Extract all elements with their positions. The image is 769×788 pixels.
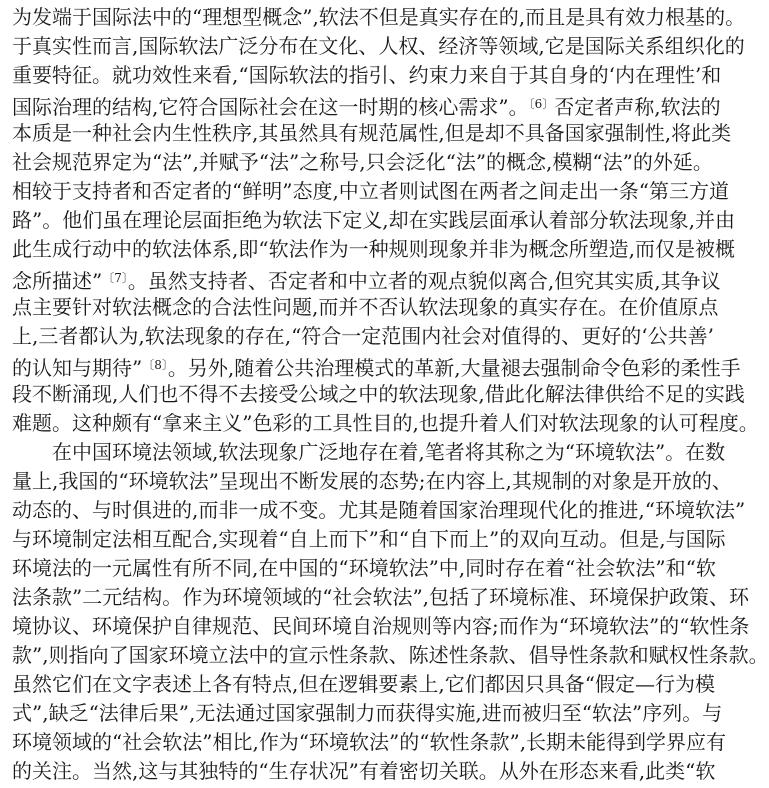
line-text: 路”。他们虽在理论层面拒绝为软法下定义,却在实践层面承认着部分软法现象,并由 bbox=[12, 208, 735, 232]
line-text-continued: 。虽然支持者、否定者和中立者的观点貌似离合,但究其实质,其争议 bbox=[127, 269, 721, 293]
paragraph bbox=[12, 3, 759, 438]
text-line bbox=[12, 554, 716, 583]
line-text: 相较于支持者和否定者的“鲜明”态度,中立者则试图在两者之间走出一条“第三方道 bbox=[12, 179, 730, 203]
text-line bbox=[12, 380, 745, 409]
line-text: 动态的、与时俱进的,而非一成不变。尤其是随着国家治理现代化的推进,“环境软法” bbox=[12, 498, 746, 522]
footnote-reference[interactable]: 〔8〕 bbox=[142, 358, 168, 372]
text-line bbox=[12, 61, 722, 90]
text-line bbox=[12, 670, 715, 699]
line-text: 难题。这种颇有“拿来主义”色彩的工具性目的,也提升着人们对软法现象的认可程度。 bbox=[12, 411, 759, 435]
line-text: 社会规范界定为“法”,并赋予“法”之称号,只会泛化“法”的概念,模糊“法”的外延。 bbox=[12, 150, 713, 174]
line-text: 式”,缺乏“法律后果”,无法通过国家强制力而获得实施,进而被归至“软法”序列。与 bbox=[12, 701, 723, 725]
text-line bbox=[12, 409, 759, 438]
line-text: 为发端于国际法中的“理想型概念”,软法不但是真实存在的,而且是具有效力根基的。 bbox=[12, 5, 746, 29]
text-line bbox=[12, 728, 727, 757]
text-line bbox=[12, 612, 750, 641]
text-line bbox=[12, 641, 769, 670]
line-text: 重要特征。就功效性来看,“国际软法的指引、约束力来自于其自身的‘内在理性’和 bbox=[12, 63, 722, 87]
line-text: 国际治理的结构,它符合国际社会在这一时期的核心需求”。 bbox=[12, 95, 529, 119]
text-line bbox=[12, 90, 721, 119]
text-line bbox=[12, 235, 735, 264]
line-text: 境协议、环境保护自律规范、民间环境自治规则等内容;而作为“环境软法”的“软性条 bbox=[12, 614, 750, 638]
text-line bbox=[12, 757, 716, 786]
line-text: 的认知与期待” bbox=[12, 356, 143, 380]
text-line bbox=[12, 438, 726, 467]
line-text-continued: 。另外,随着公共治理模式的革新,大量褪去强制命令色彩的柔性手 bbox=[167, 356, 741, 380]
text-line bbox=[12, 3, 746, 32]
line-text: 量上,我国的“环境软法”呈现出不断发展的态势;在内容上,其规制的对象是开放的、 bbox=[12, 469, 732, 493]
line-text: 此生成行动中的软法体系,即“软法作为一种规则现象并非为概念所塑造,而仅是被概 bbox=[12, 237, 735, 261]
text-line bbox=[12, 32, 745, 61]
line-text: 念所描述” bbox=[12, 269, 103, 293]
line-text: 点主要针对软法概念的合法性问题,而并不否认软法现象的真实存在。在价值原点 bbox=[12, 295, 719, 319]
line-text: 段不断涌现,人们也不得不去接受公域之中的软法现象,借此化解法律供给不足的实践 bbox=[12, 382, 745, 406]
line-text: 法条款”二元结构。作为环境领域的“社会软法”,包括了环境标准、环境保护政策、环 bbox=[12, 585, 750, 609]
line-text: 环境领域的“社会软法”相比,作为“环境软法”的“软性条款”,长期未能得到学界应有 bbox=[12, 730, 727, 754]
line-text: 与环境制定法相互配合,实现着“自上而下”和“自下而上”的双向互动。但是,与国际 bbox=[12, 527, 726, 551]
line-text: 于真实性而言,国际软法广泛分布在文化、人权、经济等领域,它是国际关系组织化的 bbox=[12, 34, 745, 58]
paragraph bbox=[12, 438, 769, 786]
footnote-reference[interactable]: 〔6〕 bbox=[528, 97, 555, 111]
line-text: 上,三者都认为,软法现象的存在,“符合一定范围内社会对值得的、更好的‘公共善’ bbox=[12, 324, 715, 348]
text-line bbox=[12, 322, 715, 351]
line-text: 款”,则指向了国家环境立法中的宣示性条款、陈述性条款、倡导性条款和赋权性条款。 bbox=[12, 643, 769, 667]
text-line bbox=[12, 177, 730, 206]
text-line bbox=[12, 264, 721, 293]
line-text: 虽然它们在文字表述上各有特点,但在逻辑要素上,它们都因只具备“假定—行为模 bbox=[12, 672, 715, 696]
line-text-continued: 否定者声称,软法的 bbox=[554, 95, 721, 119]
text-line bbox=[12, 119, 732, 148]
text-line bbox=[12, 206, 735, 235]
text-line bbox=[12, 467, 732, 496]
text-line bbox=[12, 525, 726, 554]
text-line bbox=[12, 148, 713, 177]
line-text: 环境法的一元属性有所不同,在中国的“环境软法”中,同时存在着“社会软法”和“软 bbox=[12, 556, 716, 580]
line-text: 的关注。当然,这与其独特的“生存状况”有着密切关联。从外在形态来看,此类“软 bbox=[12, 759, 716, 783]
text-line bbox=[12, 699, 723, 728]
text-line bbox=[12, 496, 746, 525]
text-line bbox=[12, 583, 750, 612]
text-line bbox=[12, 293, 719, 322]
text-line bbox=[12, 351, 741, 380]
line-text: 在中国环境法领域,软法现象广泛地存在着,笔者将其称之为“环境软法”。在数 bbox=[52, 440, 726, 464]
line-text: 本质是一种社会内生性秩序,其虽然具有规范属性,但是却不具备国家强制性,将此类 bbox=[12, 121, 732, 145]
footnote-reference[interactable]: 〔7〕 bbox=[102, 271, 128, 285]
